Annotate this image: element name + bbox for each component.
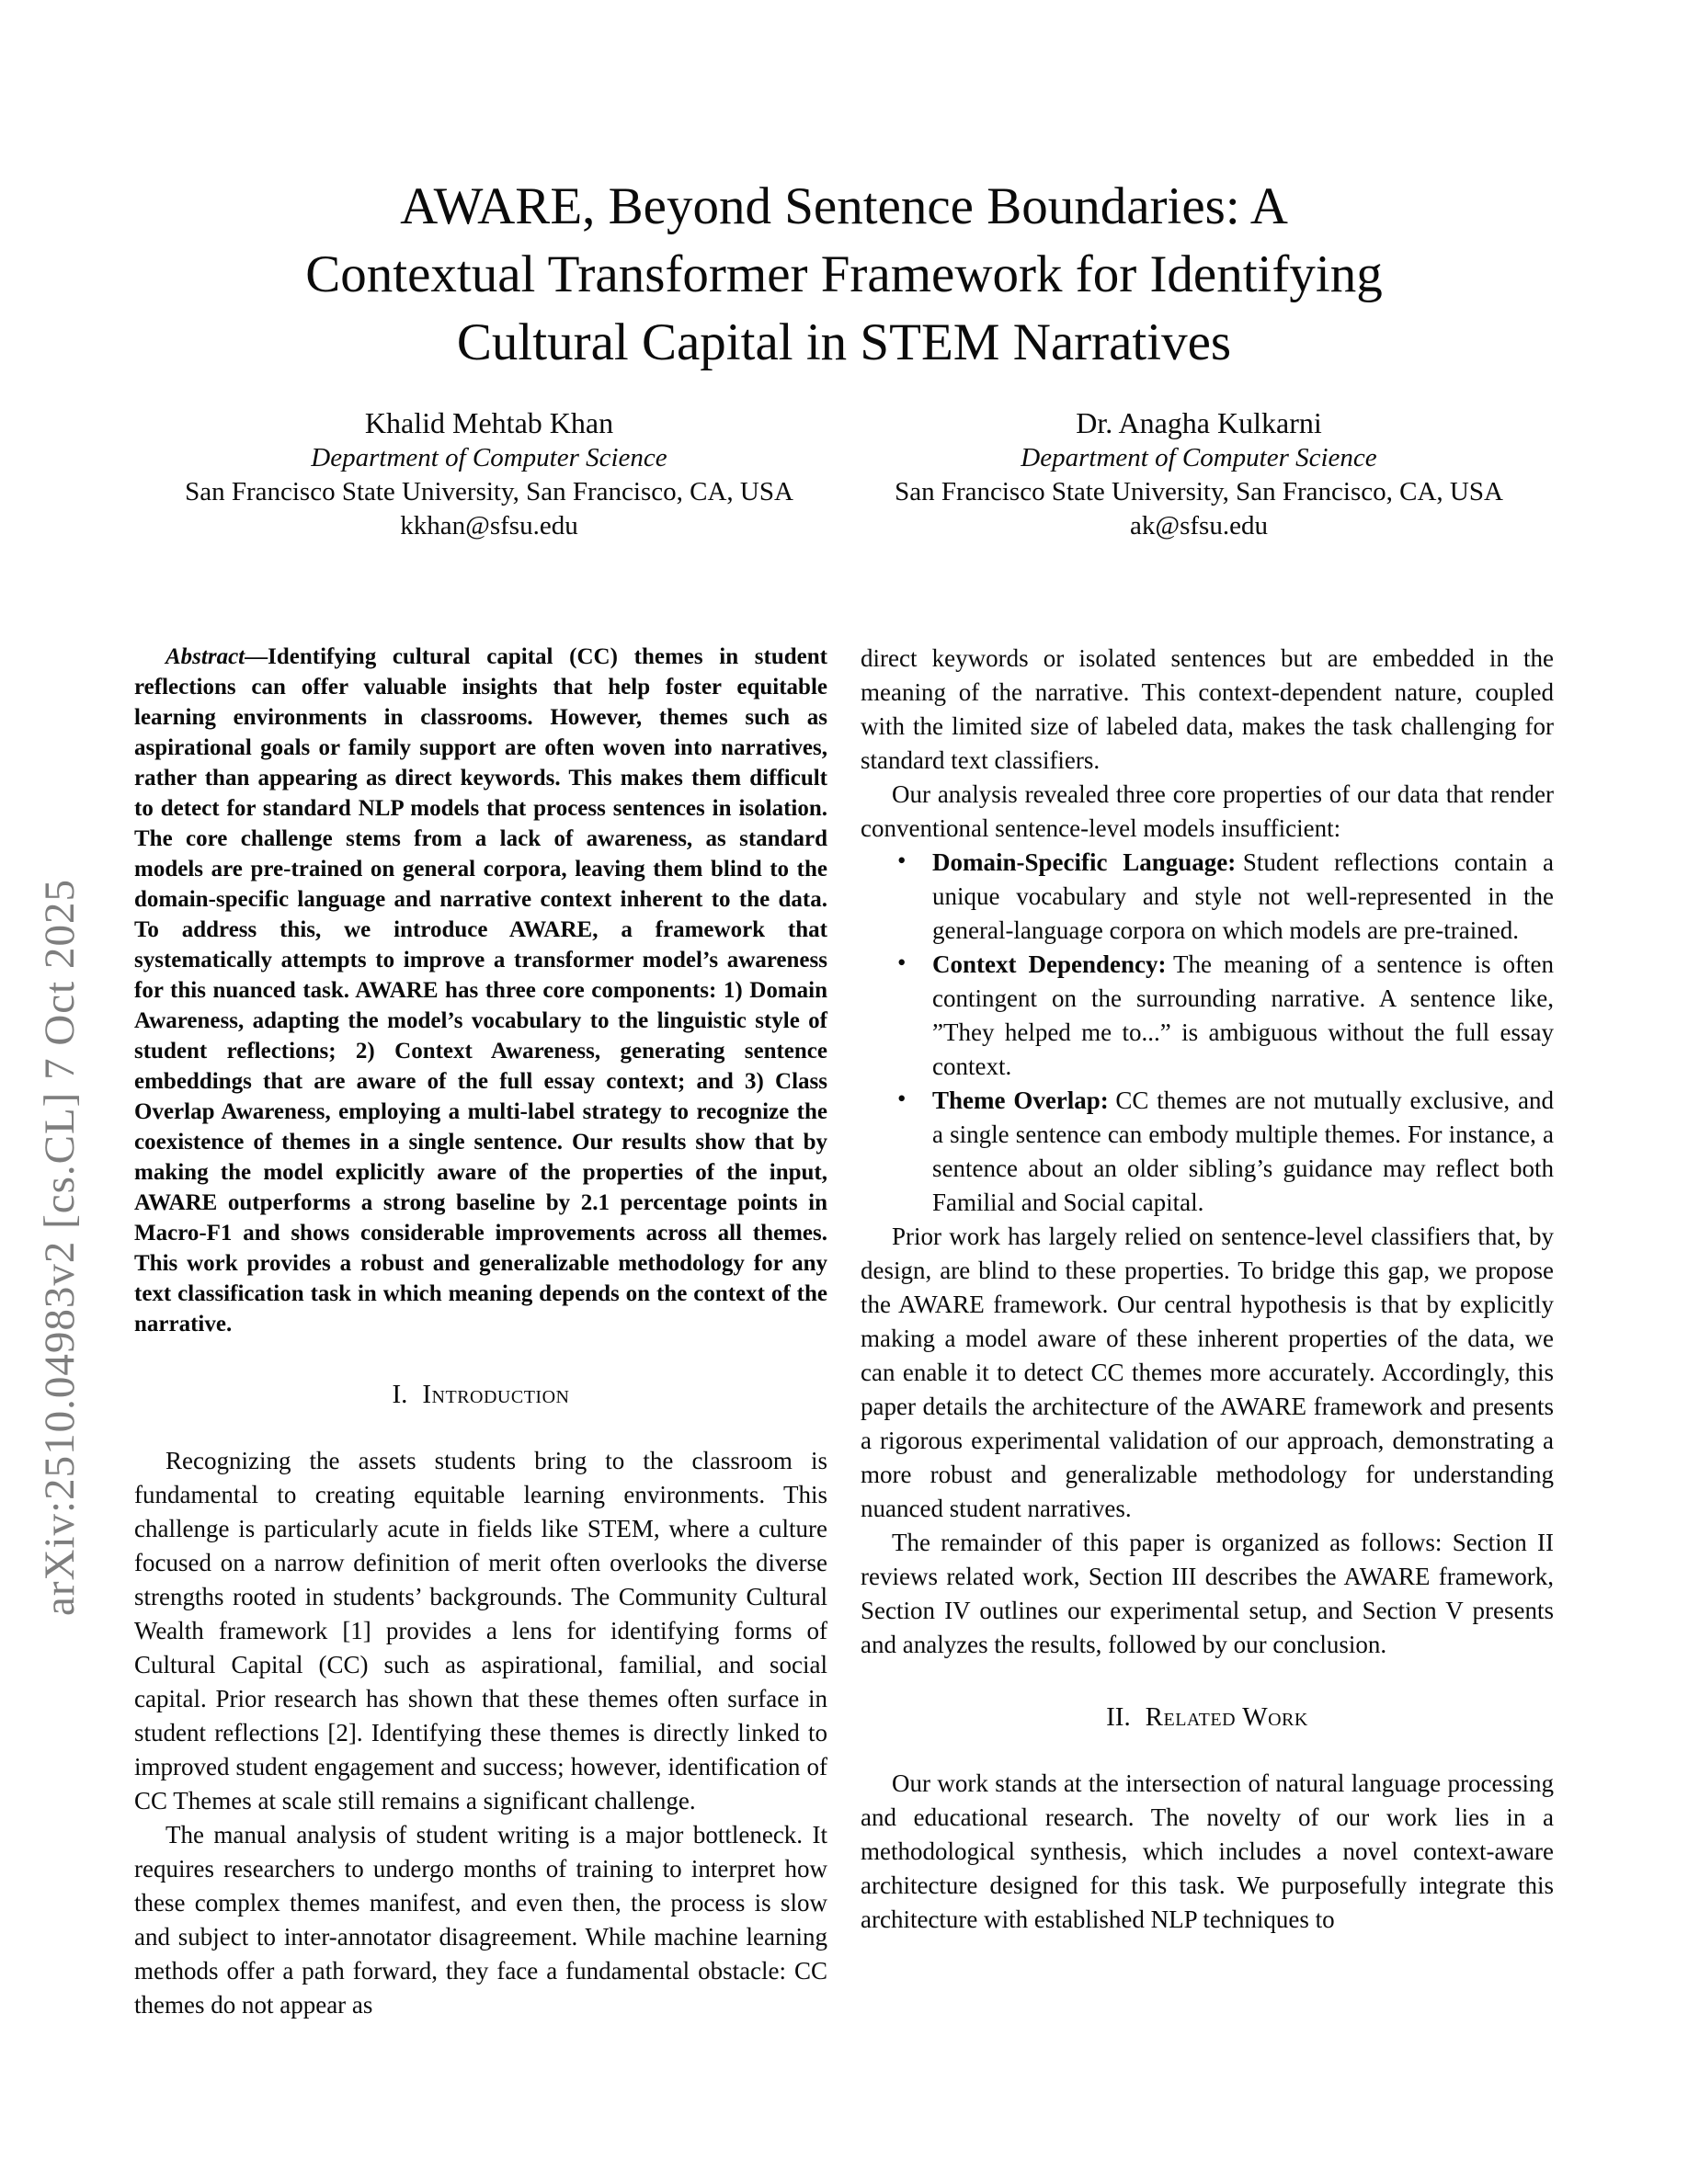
body-columns	[134, 642, 1554, 2022]
bullet-title: Context Dependency:	[932, 950, 1167, 978]
bullet-text: The meaning of a sentence is often contingent on the surrounding narrative. A sentence like, ”They helped me to...” is ambiguous without the full essay context.	[932, 950, 1554, 1080]
intro-paragraph-2: The manual analysis of student writing is a major bottleneck. It requires researchers to undergo months of training to interpret how these complex themes manifest, and even then, the process is slow and subject to inter-annotator disagreement. While machine learning methods offer a path forward, they face a fundamental obstacle: CC themes do not appear as	[134, 1821, 827, 2019]
author-block-1	[134, 404, 844, 543]
bullet-icon: •	[897, 847, 907, 874]
bullet-icon: •	[897, 949, 907, 976]
roadmap-paragraph: The remainder of this paper is organized as follows: Section II reviews related work, Section III describes the AWARE framework, Section IV outlines our experimental setup, and Section V presents and analyzes the results, followed by our conclusion.	[861, 1529, 1554, 1658]
right-column	[861, 642, 1554, 2022]
paper-title-line-2: Contextual Transformer Framework for Identifying	[305, 245, 1383, 304]
author-department: Department of Computer Science	[311, 443, 667, 472]
bullet-title: Theme Overlap:	[932, 1086, 1109, 1114]
section-heading-introduction	[134, 1378, 827, 1411]
left-column	[134, 642, 827, 2022]
analysis-lead-paragraph: Our analysis revealed three core properties of our data that render conventional sentence-level models insufficient:	[861, 780, 1554, 842]
arxiv-watermark: arXiv:2510.04983v2 [cs.CL] 7 Oct 2025	[36, 879, 84, 1616]
paper-title	[0, 173, 1688, 377]
list-item-theme-overlap	[861, 1084, 1554, 1220]
section-title: Introduction	[422, 1380, 570, 1409]
abstract-text: —Identifying cultural capital (CC) themes in student reflections can offer valuable insights that help foster equitable learning environments in classrooms. However, themes such as aspirational goals or family support are often woven into narratives, rather than appearing as direct keywords. This makes them difficult to detect for standard NLP models that process sentences in isolation. The core challenge stems from a lack of awareness, as standard models are pre-trained on general corpora, leaving them blind to the domain-specific language and narrative context inherent to the data. To address this, we introduce AWARE, a framework that systematically attempts to improve a transformer model’s awareness for this nuanced task. AWARE has three core components: 1) Domain Awareness, adapting the model’s vocabulary to the linguistic style of student reflections; 2) Context Awareness, generating sentence embeddings that are aware of the full essay context; and 3) Class Overlap Awareness, employing a multi-label strategy to recognize the coexistence of themes in a single sentence. Our results show that by making the model explicitly aware of the properties of the input, AWARE outperforms a strong baseline by 2.1 percentage points in Macro-F1 and shows considerable improvements across all themes. This work provides a robust and generalizable methodology for any text classification task in which meaning depends on the context of the narrative.	[134, 644, 827, 1337]
author-institution: San Francisco State University, San Francisco, CA, USA	[895, 477, 1503, 506]
author-name: Dr. Anagha Kulkarni	[1076, 406, 1322, 439]
section-heading-related-work	[861, 1701, 1554, 1734]
author-email: kkhan@sfsu.edu	[400, 511, 578, 540]
authors-row	[134, 404, 1554, 543]
author-name: Khalid Mehtab Khan	[364, 406, 614, 439]
intro-paragraph-2-continuation: direct keywords or isolated sentences but are embedded in the meaning of the narrative. This context-dependent nature, coupled with the limited size of labeled data, makes the task challenging for standard text classifiers.	[861, 644, 1554, 774]
paper-title-line-1: AWARE, Beyond Sentence Boundaries: A	[400, 177, 1288, 236]
section-number: I.	[392, 1380, 408, 1409]
list-item-domain-specific-language	[861, 846, 1554, 948]
bullet-icon: •	[897, 1085, 907, 1112]
bullet-text: Student reflections contain a unique vocabulary and style not well-represented in the general-language corpora on which models are pre-trained.	[932, 848, 1555, 944]
abstract-label: Abstract	[165, 644, 245, 669]
section-number: II.	[1106, 1702, 1131, 1732]
core-properties-list	[861, 846, 1554, 1220]
author-email: ak@sfsu.edu	[1130, 511, 1268, 540]
author-institution: San Francisco State University, San Francisco, CA, USA	[185, 477, 793, 506]
prior-work-paragraph: Prior work has largely relied on sentence-level classifiers that, by design, are blind to these properties. To bridge this gap, we propose the AWARE framework. Our central hypothesis is that by explicitly making a model aware of these inherent properties of the data, we can enable it to detect CC themes more accurately. Accordingly, this paper details the architecture of the AWARE framework and presents a rigorous experimental validation of our approach, demonstrating a more robust and generalizable methodology for understanding nuanced student narratives.	[861, 1223, 1554, 1522]
intro-paragraph-1: Recognizing the assets students bring to the classroom is fundamental to creating equitable learning environments. This challenge is particularly acute in fields like STEM, where a culture focused on a narrow definition of merit often overlooks the diverse strengths rooted in students’ backgrounds. The Community Cultural Wealth framework [1] provides a lens for identifying forms of Cultural Capital (CC) such as aspirational, familial, and social capital. Prior research has shown that these themes often surface in student reflections [2]. Identifying these themes is directly linked to improved student engagement and success; however, identification of CC Themes at scale still remains a significant challenge.	[134, 1447, 827, 1814]
author-department: Department of Computer Science	[1021, 443, 1377, 472]
bullet-title: Domain-Specific Language:	[932, 848, 1237, 876]
section-title: Related Work	[1145, 1702, 1308, 1732]
bullet-text: CC themes are not mutually exclusive, and a single sentence can embody multiple themes. For instance, a sentence about an older sibling’s guidance may reflect both Familial and Social capital.	[932, 1086, 1554, 1216]
paper-title-line-3: Cultural Capital in STEM Narratives	[456, 313, 1232, 372]
author-block-2	[844, 404, 1554, 543]
abstract	[134, 642, 827, 1339]
related-work-paragraph-1: Our work stands at the intersection of natural language processing and educational research. The novelty of our work lies in a methodological synthesis, which includes a novel context-aware architecture designed for this task. We purposefully integrate this architecture with established NLP techniques to	[861, 1769, 1554, 1933]
list-item-context-dependency	[861, 948, 1554, 1084]
